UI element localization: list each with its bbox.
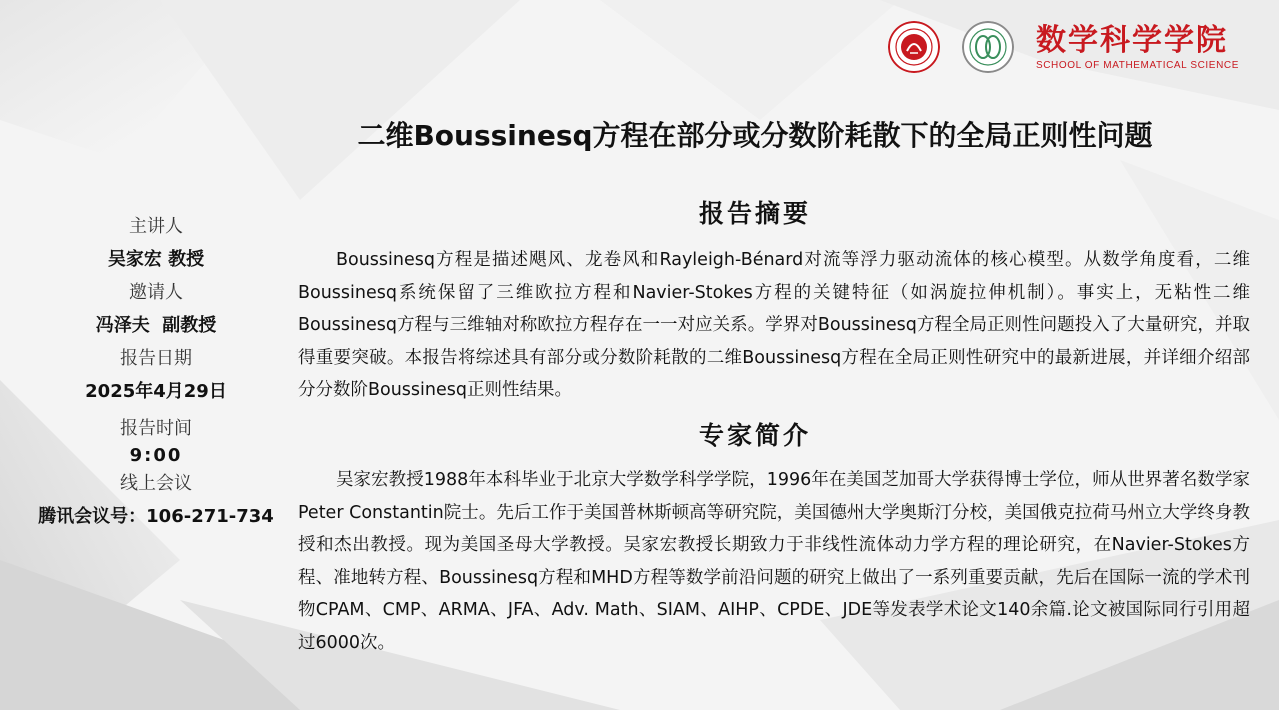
talk-time: 9:00 — [129, 445, 183, 466]
university-seal-logo — [888, 21, 940, 73]
school-name: 数学科学学院 — [1035, 22, 1228, 58]
bio-text: 吴家宏教授1988年本科毕业于北京大学数学科学学院，1996年在美国芝加哥大学获得博士学位，师从世界著名数学家Peter Constantin院士。先后工作于美国普林斯顿高等研究院，美国德州大学奥斯汀分校，美国俄克拉荷马州立大学终身教授和杰出教授。现为美国圣母大学教授。吴家宏教授长期致力于非线性流体动力学方程的理论研究，在Navier-Stokes方程、准地转方程、Boussinesq方程和MHD方程等数学前沿问题的研究上做出了一系列重要贡献，先后在国际一流的学术刊物CPAM、CMP、ARMA、JFA、Adv. Math、SIAM、AIHP、CPDE、JDE等发表学术论文140余篇.论文被国际同行引用超过6000次。 — [298, 470, 1250, 653]
school-emblem-logo — [962, 21, 1014, 73]
meeting-label: 线上会议 — [120, 473, 192, 494]
date-label: 报告日期 — [120, 348, 192, 369]
host-label: 邀请人 — [129, 282, 183, 303]
host-name: 冯泽夫 副教授 — [95, 315, 217, 336]
speaker-name: 吴家宏 教授 — [107, 249, 205, 270]
school-name-en: SCHOOL OF MATHEMATICAL SCIENCE — [1035, 59, 1239, 71]
bio-heading: 专家简介 — [698, 421, 811, 450]
time-label: 报告时间 — [120, 418, 192, 439]
speaker-label: 主讲人 — [129, 216, 183, 237]
header — [888, 16, 1239, 78]
talk-info-sidebar — [20, 210, 292, 533]
talk-date: 2025年4月29日 — [85, 381, 227, 402]
abstract-text: Boussinesq方程是描述飓风、龙卷风和Rayleigh-Bénard对流等浮力驱动流体的核心模型。从数学角度看，二维Boussinesq系统保留了三维欧拉方程和Navier-Stokes方程的关键特征（如涡旋拉伸机制）。事实上，无粘性二维Boussinesq方程与三维轴对称欧拉方程存在一一对应关系。学界对Boussinesq方程全局正则性问题投入了大量研究，并取得重要突破。本报告将综述具有部分或分数阶耗散的二维Boussinesq方程在全局正则性研究中的最新进展，并详细介绍部分分数阶Boussinesq正则性结果。 — [298, 250, 1250, 400]
meeting-id: 腾讯会议号：106-271-734 — [38, 506, 274, 527]
talk-title: 二维Boussinesq方程在部分或分数阶耗散下的全局正则性问题 — [357, 119, 1153, 152]
abstract-heading: 报告摘要 — [698, 199, 811, 228]
